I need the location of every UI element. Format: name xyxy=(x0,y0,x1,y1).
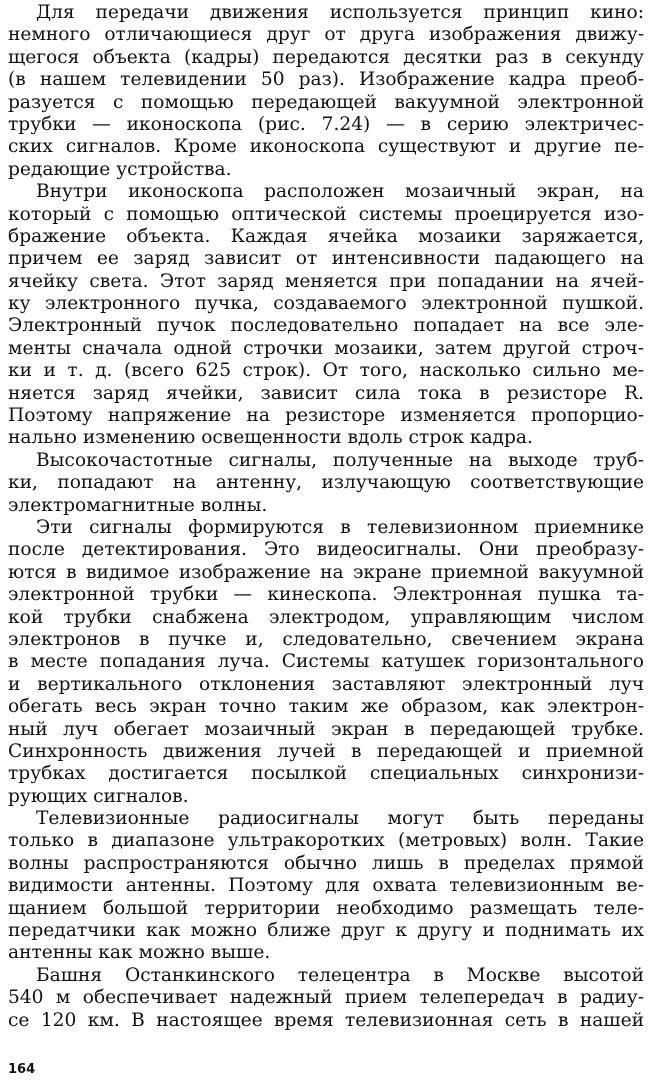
text-line: се 120 км. В настоящее время телевизионная сеть в нашей xyxy=(8,1009,644,1031)
text-line: (в нашем телевидении 50 раз). Изображение кадра преоб- xyxy=(8,69,644,91)
text-line: передатчики как можно ближе друг к другу и поднимать их xyxy=(8,920,644,942)
text-line: Внутри иконоскопа расположен мозаичный экран, на xyxy=(36,181,644,203)
text-line: разуется с помощью передающей вакуумной электронной xyxy=(8,91,644,113)
page-number: 164 xyxy=(8,1062,36,1077)
text-line: ку электронного пучка, создаваемого электронной пушкой. xyxy=(8,293,644,315)
text-line: ются в видимое изображение на экране приемной вакуумной xyxy=(8,561,644,583)
text-line: 540 м обеспечивает надежный прием телепередач в радиу- xyxy=(8,987,644,1009)
text-line: Высокочастотные сигналы, полученные на выходе труб- xyxy=(36,449,644,471)
text-line: немного отличающиеся друг от друга изображения движу- xyxy=(8,24,644,46)
text-line: обегать весь экран точно таким же образом, как электрон- xyxy=(8,696,644,718)
text-line: бражение объекта. Каждая ячейка мозаики заряжается, xyxy=(8,225,644,247)
text-line: менты сначала одной строчки мозаики, затем другой строч- xyxy=(8,337,644,359)
text-line: электронной трубки — кинескопа. Электронная пушка та- xyxy=(8,584,644,606)
text-line: щегося объекта (кадры) передаются десятки раз в секунду xyxy=(8,46,644,68)
text-line: ки и т. д. (всего 625 строк). От того, насколько сильно ме- xyxy=(8,360,644,382)
text-line: щанием большой территории необходимо размещать теле- xyxy=(8,897,644,919)
text-line: Телевизионные радиосигналы могут быть переданы xyxy=(36,808,644,830)
text-line: редающие устройства. xyxy=(8,158,232,180)
text-line: ки, попадают на антенну, излучающую соответствующие xyxy=(8,472,644,494)
text-line: ный луч обегает мозаичный экран в передающей трубке. xyxy=(8,718,644,740)
text-line: Электронный пучок последовательно попадает на все эле- xyxy=(8,315,644,337)
text-line: электронов в пучке и, следовательно, свечением экрана xyxy=(8,628,644,650)
text-line: рующих сигналов. xyxy=(8,785,189,807)
text-line: после детектирования. Это видеосигналы. Они преобразу- xyxy=(8,539,644,561)
text-line: только в диапазоне ультракоротких (метровых) волн. Такие xyxy=(8,830,644,852)
text-line: Эти сигналы формируются в телевизионном приемнике xyxy=(36,516,644,538)
text-line: волны распространяются обычно лишь в пределах прямой xyxy=(8,852,644,874)
text-line: антенны как можно выше. xyxy=(8,942,271,964)
text-line: ских сигналов. Кроме иконоскопа существуют и другие пе- xyxy=(8,136,644,158)
text-line: который с помощью оптической системы проецируется изо- xyxy=(8,203,644,225)
text-line: в месте попадания луча. Системы катушек горизонтального xyxy=(8,651,644,673)
text-line: трубках достигается посылкой специальных синхронизи- xyxy=(8,763,644,785)
text-line: Поэтому напряжение на резисторе изменяется пропорцио- xyxy=(8,405,644,427)
text-line: нально изменению освещенности вдоль строк кадра. xyxy=(8,427,533,449)
text-line: и вертикального отклонения заставляют электронный луч xyxy=(8,673,644,695)
text-line: Для передачи движения используется принцип кино: xyxy=(36,2,644,23)
text-line: видимости антенны. Поэтому для охвата телевизионным ве- xyxy=(8,875,644,897)
text-line: кой трубки снабжена электродом, управляющим числом xyxy=(8,606,644,628)
text-line: электромагнитные волны. xyxy=(8,494,268,516)
text-line: Синхронность движения лучей в передающей и приемной xyxy=(8,740,644,762)
text-line: Башня Останкинского телецентра в Москве высотой xyxy=(36,964,644,986)
text-line: трубки — иконоскопа (рис. 7.24) — в серию электричес- xyxy=(8,113,644,135)
text-line: причем ее заряд зависит от интенсивности падающего на xyxy=(8,248,644,270)
text-line: няется заряд ячейки, зависит сила тока в резисторе R. xyxy=(8,382,644,404)
text-line: ячейку света. Этот заряд меняется при попадании на ячей- xyxy=(8,270,644,292)
body-text xyxy=(8,2,644,1032)
